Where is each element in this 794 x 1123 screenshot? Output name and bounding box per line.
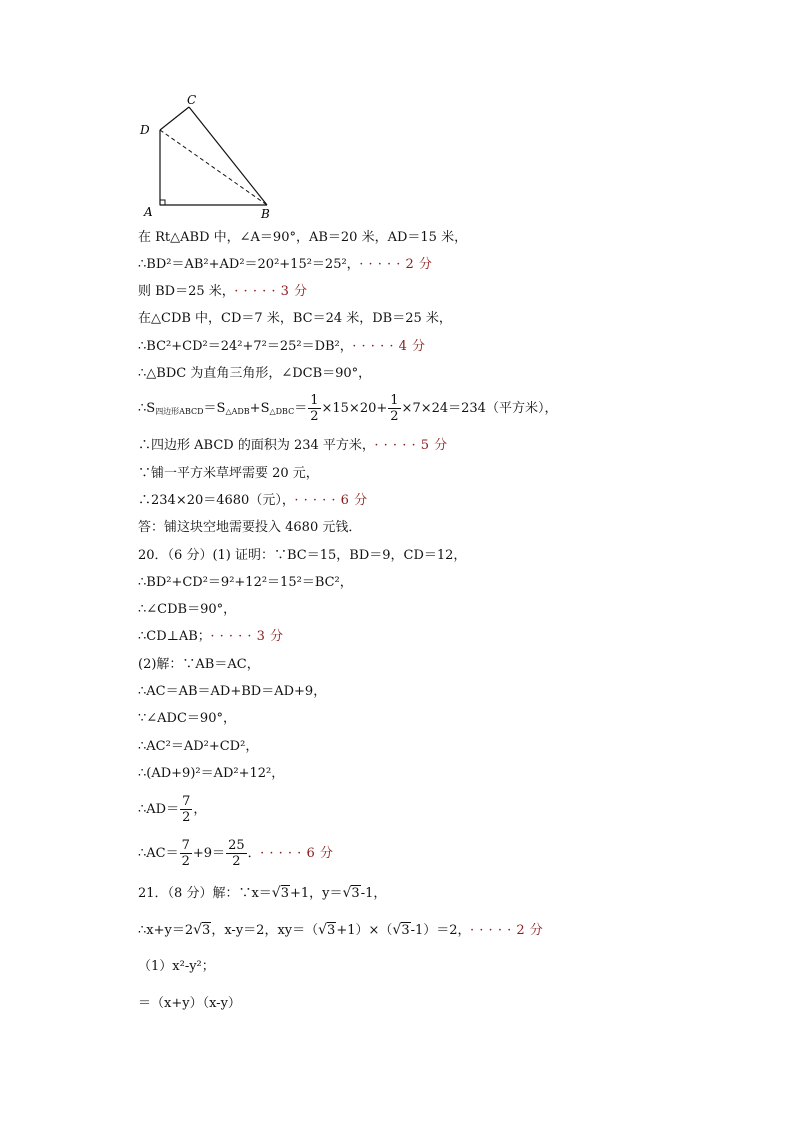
text-line: (2)解：∵AB＝AC，	[138, 657, 260, 672]
score-marker: · · · · · 3 分	[234, 284, 308, 299]
segment-cd	[160, 107, 189, 130]
label-d: D	[140, 123, 150, 137]
sqrt: √3	[342, 885, 360, 901]
label-c: C	[187, 93, 197, 107]
text-line: ∴234×20＝4680（元）， · · · · · 6 分	[138, 493, 368, 508]
ac-value-line: ∴AC＝ $\frac{7}{2}$ +9＝ $\frac{25}{2}$ ． · · · · · 6 分	[138, 838, 334, 869]
fraction: $\frac{1}{2}$	[390, 393, 399, 424]
q21-sum-line: ∴x+y＝2√3，x-y＝2，xy＝（√3+1）×（√3-1）＝2， · · · · · 2 分	[138, 922, 544, 938]
score-marker: · · · · · 2 分	[359, 257, 433, 272]
score-marker: · · · · · 6 分	[260, 846, 334, 861]
text-line: 答：铺这块空地需要投入 4680 元钱．	[138, 520, 362, 535]
quadrilateral-figure	[132, 90, 292, 222]
fraction: $\frac{1}{2}$	[310, 393, 319, 424]
text-line: 在△CDB 中，CD＝7 米，BC＝24 米，DB＝25 米，	[138, 311, 452, 326]
score-marker: · · · · · 2 分	[470, 923, 544, 938]
text-line: ＝（x+y）（x-y）	[138, 996, 241, 1011]
score-marker: · · · · · 6 分	[294, 493, 368, 508]
sqrt: √3	[318, 922, 336, 938]
sqrt: √3	[271, 885, 289, 901]
score-marker: · · · · · 3 分	[210, 629, 284, 644]
text-line: ∵铺一平方米草坪需要 20 元，	[138, 466, 319, 481]
right-angle-mark	[160, 200, 165, 205]
text-line: ∴BD²+CD²＝9²+12²＝15²＝BC²，	[138, 575, 353, 590]
text-line: ∴(AD+9)²＝AD²+12²，	[138, 766, 285, 781]
text-line: （1）x²-y²；	[138, 959, 215, 974]
text-line: ∴AC＝AB＝AD+BD＝AD+9，	[138, 684, 327, 699]
text-line: ∴∠CDB＝90°，	[138, 602, 237, 617]
text-line: 在 Rt△ABD 中，∠A＝90°，AB＝20 米，AD＝15 米，	[138, 230, 468, 245]
score-marker: · · · · · 5 分	[374, 438, 448, 453]
text-line: ∴AC²＝AD²+CD²，	[138, 739, 259, 754]
text-line: ∵∠ADC＝90°，	[138, 711, 236, 726]
text-line: 20．（6 分）(1) 证明：∵BC＝15，BD＝9，CD＝12，	[138, 548, 467, 563]
segment-bc	[189, 107, 267, 205]
score-marker: · · · · · 4 分	[352, 339, 426, 354]
text-line: 则 BD＝25 米， · · · · · 3 分	[138, 284, 308, 299]
label-b: B	[261, 207, 270, 221]
area-formula-line: $\therefore S_{四边形ABCD}=S_{\triangle ADB}+S_{\triangle DBC}=$ $\frac{1}{2}$ ×15×20+ $\frac{1}{2}$ ×7×24＝234（平方米），	[138, 393, 558, 424]
sqrt: √3	[392, 922, 410, 938]
segment-db-dashed	[160, 130, 267, 205]
text-line: ∴CD⊥AB； · · · · · 3 分	[138, 629, 284, 644]
fraction: $\frac{7}{2}$	[182, 794, 191, 825]
text-line: ∴BD²＝AB²+AD²＝20²+15²＝25²， · · · · · 2 分	[138, 257, 433, 272]
fraction: $\frac{7}{2}$	[181, 838, 190, 869]
q21-header-line: 21．（8 分）解：∵x＝√3+1，y＝√3-1，	[138, 885, 387, 901]
sqrt: √3	[193, 922, 211, 938]
label-a: A	[144, 205, 153, 219]
ad-value-line: ∴AD＝ $\frac{7}{2}$ ，	[138, 794, 207, 825]
text-line: ∴四边形 ABCD 的面积为 234 平方米， · · · · · 5 分	[138, 438, 448, 453]
text-line: ∴△BDC 为直角三角形，∠DCB＝90°，	[138, 366, 372, 381]
text-line: ∴BC²+CD²＝24²+7²＝25²＝DB²， · · · · · 4 分	[138, 339, 426, 354]
fraction: $\frac{25}{2}$	[228, 838, 245, 869]
